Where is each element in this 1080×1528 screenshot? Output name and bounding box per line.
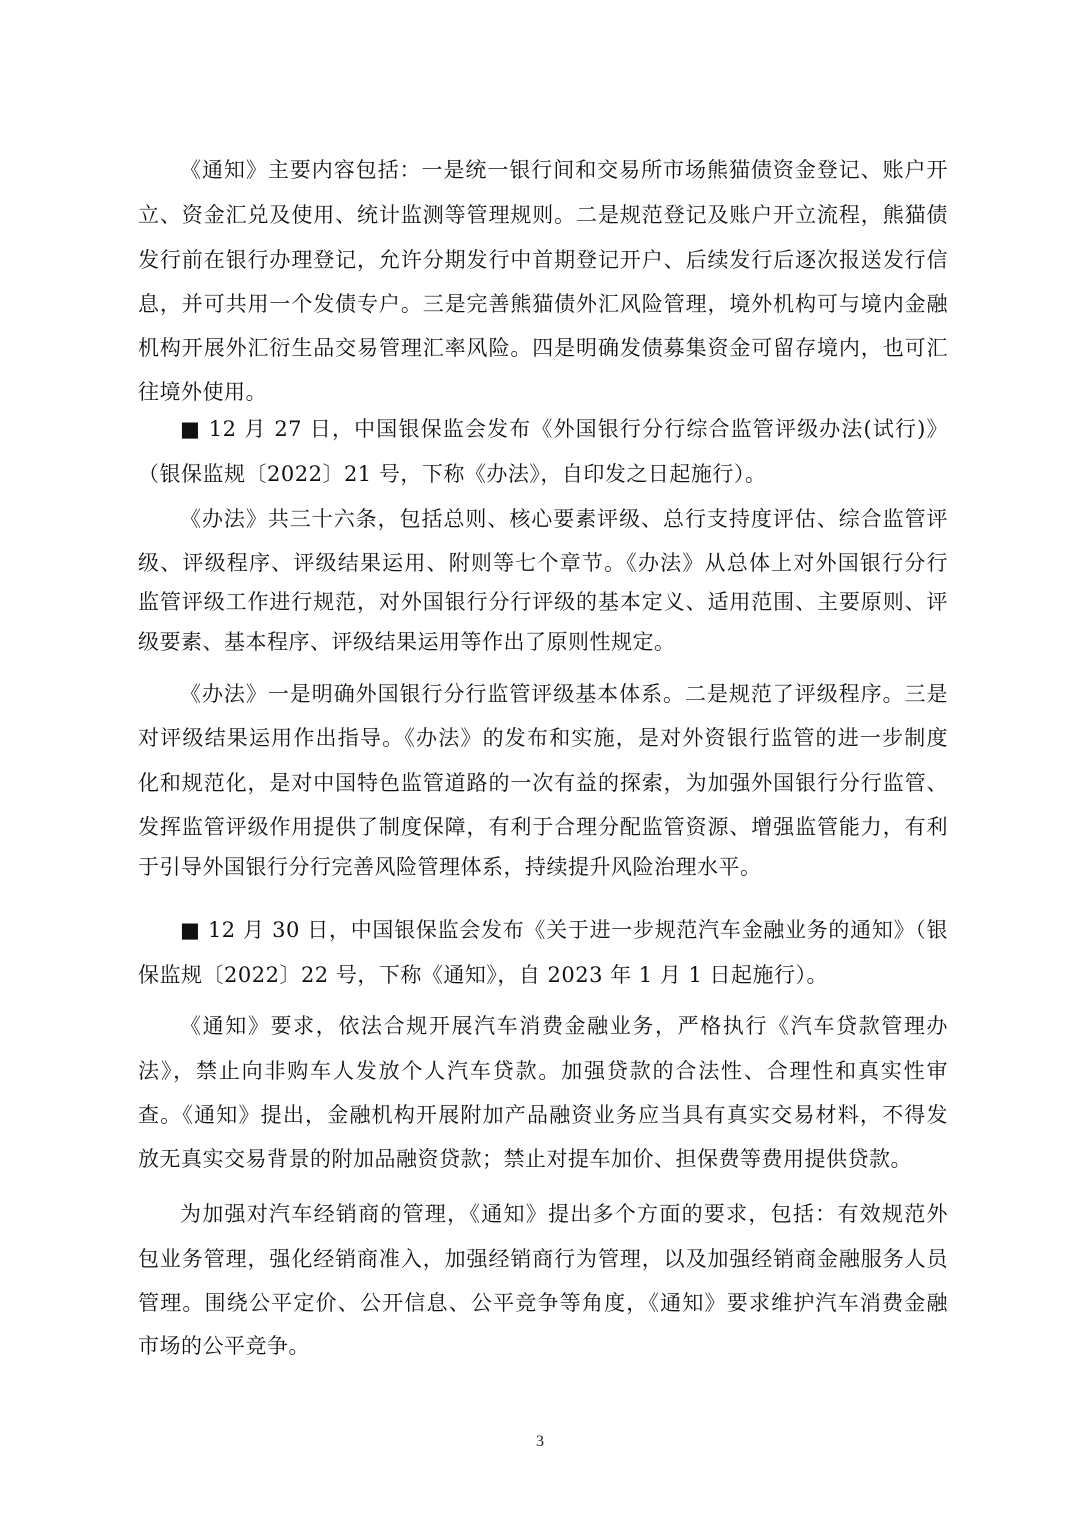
text-line: 立、资金汇兑及使用、统计监测等管理规则。二是规范登记及账户开立流程，熊猫债 [138,203,948,227]
text-line: 查。《通知》提出，金融机构开展附加产品融资业务应当具有真实交易材料，不得发 [138,1103,948,1127]
text-line: 息，并可共用一个发债专户。三是完善熊猫债外汇风险管理，境外机构可与境内金融 [138,292,948,316]
text-line: 《通知》主要内容包括：一是统一银行间和交易所市场熊猫债资金登记、账户开 [180,158,948,182]
text-line: 《办法》共三十六条，包括总则、核心要素评级、总行支持度评估、综合监管评 [180,507,948,531]
text-line: 级、评级程序、评级结果运用、附则等七个章节。《办法》从总体上对外国银行分行 [138,551,948,575]
text-line: 保监规〔2022〕22 号，下称《通知》，自 2023 年 1 月 1 日起施行）。 [138,963,829,987]
text-line: 级要素、基本程序、评级结果运用等作出了原则性规定。 [138,630,676,654]
text-line: 法》，禁止向非购车人发放个人汽车贷款。加强贷款的合法性、合理性和真实性审 [138,1059,948,1083]
text-line: 为加强对汽车经销商的管理，《通知》提出多个方面的要求，包括：有效规范外 [180,1202,948,1226]
text-line: 机构开展外汇衍生品交易管理汇率风险。四是明确发债募集资金可留存境内，也可汇 [138,336,948,360]
text-line: 化和规范化，是对中国特色监管道路的一次有益的探索，为加强外国银行分行监管、 [138,771,948,795]
text-line: 管理。围绕公平定价、公开信息、公平竞争等角度，《通知》要求维护汽车消费金融 [138,1291,948,1315]
text-line: 《通知》要求，依法合规开展汽车消费金融业务，严格执行《汽车贷款管理办 [180,1014,948,1038]
text-line: 包业务管理，强化经销商准入，加强经销商行为管理，以及加强经销商金融服务人员 [138,1247,948,1271]
text-line: 放无真实交易背景的附加品融资贷款；禁止对提车加价、担保费等费用提供贷款。 [138,1147,912,1171]
text-line: 市场的公平竞争。 [138,1334,310,1358]
text-line: 发挥监管评级作用提供了制度保障，有利于合理分配监管资源、增强监管能力，有利 [138,815,948,839]
page-number: 3 [536,1433,544,1450]
text-line: 于引导外国银行分行完善风险管理体系，持续提升风险治理水平。 [138,855,762,879]
text-line: （银保监规〔2022〕21 号，下称《办法》，自印发之日起施行）。 [138,462,767,486]
text-line: 监管评级工作进行规范，对外国银行分行评级的基本定义、适用范围、主要原则、评 [138,590,948,614]
text-line: ■ 12 月 27 日，中国银保监会发布《外国银行分行综合监管评级办法(试行)》 [180,417,948,441]
text-line: 往境外使用。 [138,380,267,404]
text-line: 发行前在银行办理登记，允许分期发行中首期登记开户、后续发行后逐次报送发行信 [138,248,948,272]
text-line: 对评级结果运用作出指导。《办法》的发布和实施，是对外资银行监管的进一步制度 [138,726,948,750]
text-line: ■ 12 月 30 日，中国银保监会发布《关于进一步规范汽车金融业务的通知》（银 [180,918,948,942]
text-line: 《办法》一是明确外国银行分行监管评级基本体系。二是规范了评级程序。三是 [180,682,948,706]
